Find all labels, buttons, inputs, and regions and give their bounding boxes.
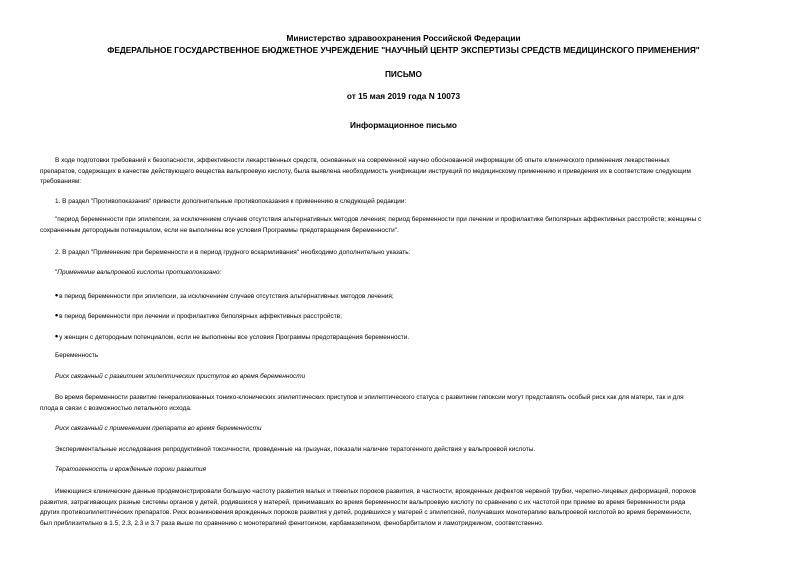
ministry-heading: Министерство здравоохранения Российской Федерации (286, 33, 521, 43)
quote-1-line: сохраненным детородным потенциалом, если не выполнены все условия Программы предотвращения беременности". (40, 226, 399, 234)
document-title: Информационное письмо (350, 120, 457, 130)
bullet-item (40, 290, 768, 303)
teratogenicity-heading-paragraph (40, 465, 768, 476)
bullet-text: в период беременности при лечении и профилактике биполярных аффективных расстройств; (59, 313, 342, 320)
pregnancy-heading: Беременность (55, 352, 99, 359)
intro-line: препаратов, содержащих в качестве действующего вещества вальпроевую кислоту, была выявлена необходимость унификации инструкций по медицинскому применению и приведения их в соответствие следующим (40, 167, 691, 175)
quote-1-line: "период беременности при эпилепсии, за исключением случаев отсутствия альтернативных методов лечения; период беременности при лечении и профилактике биполярных аффективных расстройств; женщины с (55, 216, 702, 223)
risk-2-paragraph (40, 445, 768, 456)
risk-2-heading: Риск связанный с применением препарата во время беременности (55, 425, 262, 432)
bullet-icon: • (55, 331, 59, 341)
intro-line: В ходе подготовки требований к безопасности, эффективности лекарственных средств, основанных на современной научно обоснованной информации об опыте клинического применения лекарственных (55, 157, 670, 164)
bullet-item (40, 331, 768, 344)
intro-paragraph (40, 156, 768, 188)
risk-1-heading: Риск связанный с развитием эпилептических приступов во время беременности (55, 373, 306, 380)
quote-2-paragraph (40, 268, 768, 279)
risk-2-heading-paragraph (40, 424, 768, 435)
risk-1-line: плода в связи с возможностью летального исхода. (40, 404, 192, 412)
teratogenicity-heading: Тератогенность и врожденные пороки развития (55, 466, 206, 473)
risk-1-heading-paragraph (40, 372, 768, 383)
bullet-icon: • (55, 290, 59, 300)
bullet-line (40, 310, 768, 323)
teratogenicity-line: других противоэпилептических препаратов. Риск возникновения врожденных пороков развития у детей, родившихся у матерей с эпилепсией, получавших монотерапию вальпроевой кислотой во время беременности, (40, 509, 692, 516)
quote-2-text: Применение вальпроевой кислоты противопоказано: (57, 269, 222, 276)
document-type: ПИСЬМО (384, 69, 423, 79)
quote-2-line (40, 268, 768, 279)
risk-2-text: Экспериментальные исследования репродуктивной токсичности, проведенные на грызунах, показали наличие тератогенного действия у вальпроевой кислоты. (55, 446, 536, 453)
institution-heading: ФЕДЕРАЛЬНОЕ ГОСУДАРСТВЕННОЕ БЮДЖЕТНОЕ УЧРЕЖДЕНИЕ "НАУЧНЫЙ ЦЕНТР ЭКСПЕРТИЗЫ СРЕДСТВ МЕДИЦИНСКОГО ПРИМЕНЕНИЯ" (107, 45, 700, 55)
risk-1-paragraph (40, 393, 768, 414)
item-1-text: 1. В раздел "Противопоказания" привести дополнительные противопоказания к применению в следующей редакции: (55, 198, 407, 205)
intro-line: требованиям: (40, 178, 82, 185)
item-2-text: 2. В раздел "Применение при беременности и в период грудного вскармливания" необходимо дополнительно указать: (55, 249, 411, 256)
risk-1-line: Во время беременности развитие генерализованных тонико-клонических эпилептических приступов и эпилептического статуса с развитием гипоксии могут представлять особый риск как для матери, так и для (55, 394, 684, 401)
bullet-line (40, 290, 768, 303)
quote-1-paragraph (40, 215, 768, 236)
bullet-text: в период беременности при эпилепсии, за исключением случаев отсутствия альтернативных методов лечения; (59, 293, 394, 300)
bullet-line (40, 331, 768, 344)
item-1-paragraph (40, 197, 768, 208)
bullet-item (40, 310, 768, 323)
pregnancy-heading-paragraph (40, 351, 768, 362)
bullet-icon: • (55, 310, 59, 320)
teratogenicity-line: Имеющиеся клинические данные продемонстрировали большую частоту развития малых и тяжелых пороков развития, в частности, врожденных дефектов нервной трубки, черепно-лицевых деформаций, пороков (55, 488, 696, 495)
item-2-paragraph (40, 248, 768, 259)
bullet-text: у женщин с детородным потенциалом, если не выполнены все условия Программы предотвращения беременности. (59, 334, 410, 341)
quote-mark: " (55, 269, 58, 276)
teratogenicity-line: развития, затрагивающих разные системы органов у детей, родившихся у матерей, принимавших во время беременности вальпроевую кислоту по сравнению с их частотой при приеме во время беременности ряда (40, 498, 686, 506)
teratogenicity-paragraph (40, 487, 768, 529)
teratogenicity-line: был приблизительно в 1.5, 2.3, 2.3 и 3.7 раза выше по сравнению с монотерапией фенитоином, карбамазепином, фенобарбиталом и ламотриджином, соответственно. (40, 519, 544, 527)
document-date-number: от 15 мая 2019 года N 10073 (346, 91, 461, 101)
